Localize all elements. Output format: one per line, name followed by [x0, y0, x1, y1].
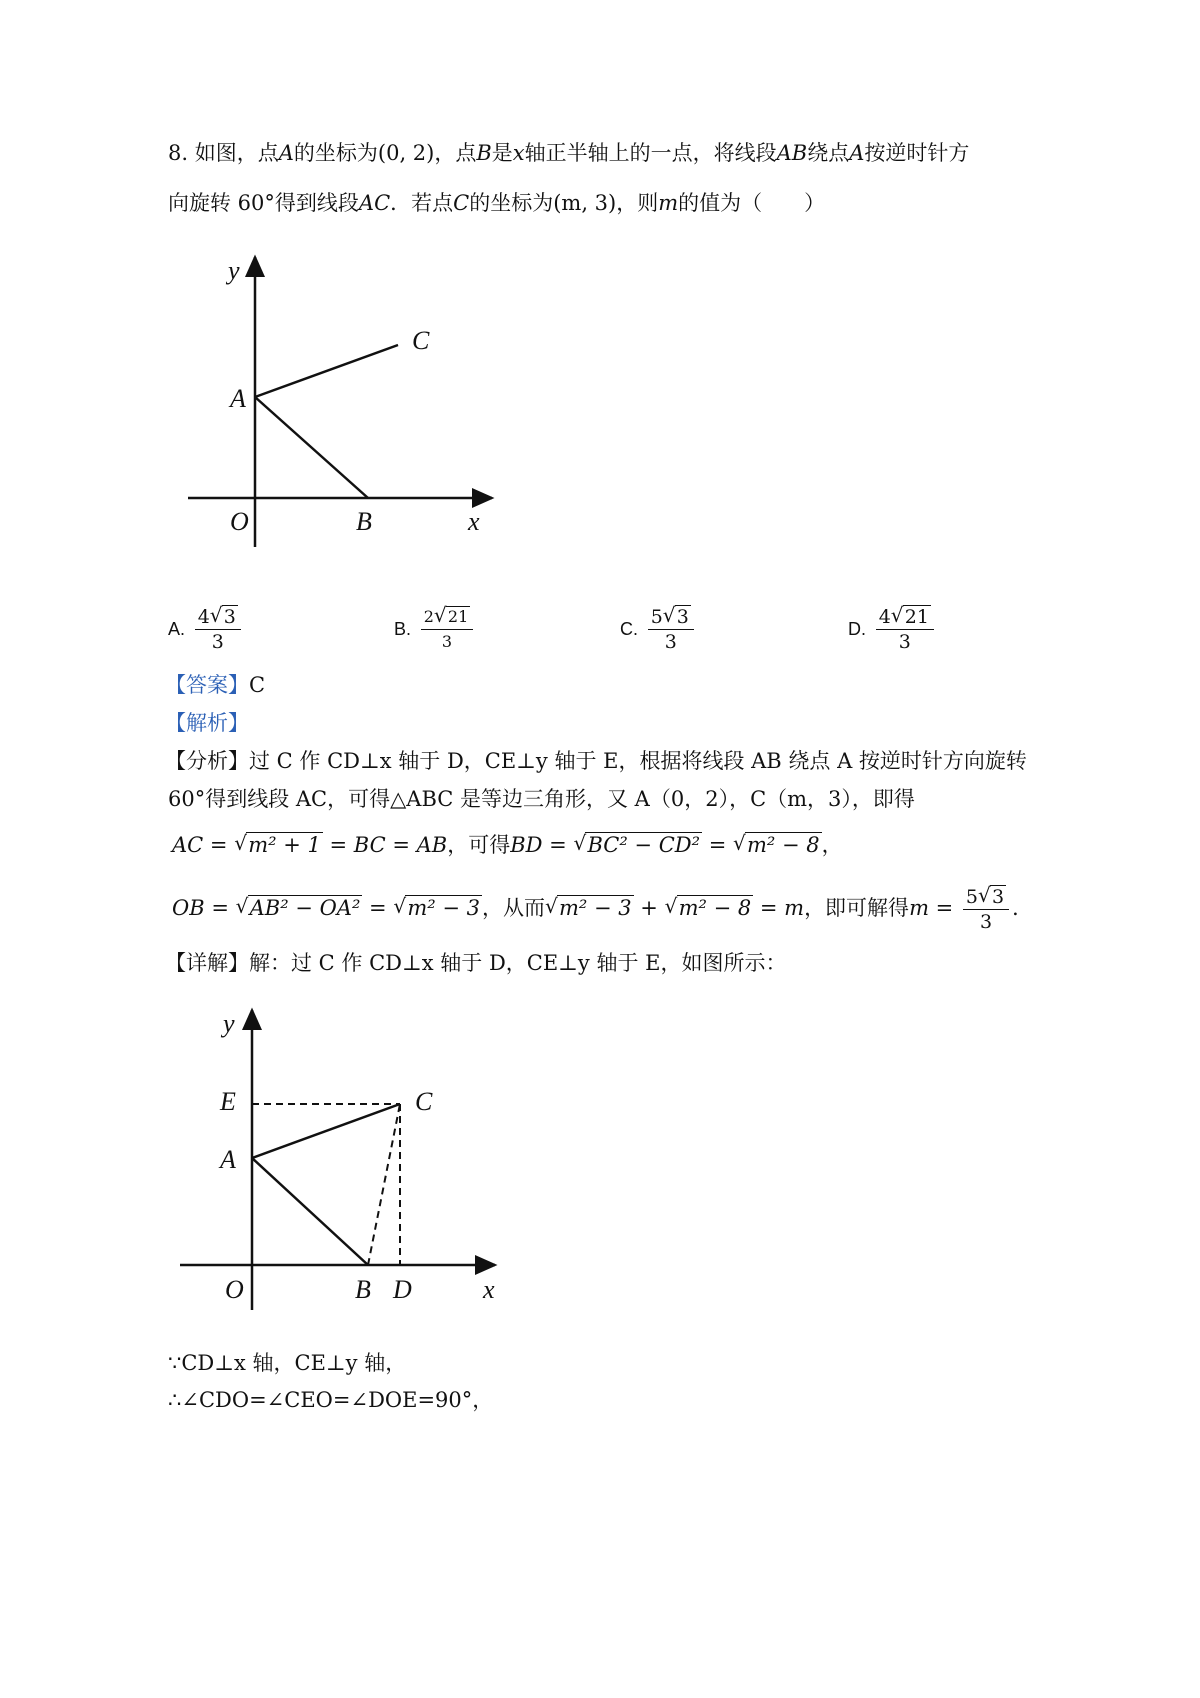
fenxi-line-4: OB = √ AB² − OA² = √ m² − 3，从而√ m² − 3 + √ m² − 8 = m，即可解得m = $\frac{5√ 3}{3}$ ． — [172, 885, 1033, 934]
option-b[interactable]: B. $\frac{2√ 21}{3}$ — [394, 605, 476, 654]
option-c[interactable]: C. $\frac{5√ 3}{3}$ — [620, 605, 697, 654]
question-line-2: 向旋转 60°得到线段AC．若点C的坐标为(m, 3)，则m的值为（ ） — [168, 191, 826, 215]
option-d[interactable]: D. $\frac{4√ 21}{3}$ — [848, 605, 937, 654]
step-2: ∴∠CDO=∠CEO=∠DOE=90°， — [168, 1388, 494, 1412]
segment-ac-2 — [252, 1104, 400, 1158]
xiangjie-tag: 【详解】 — [165, 951, 249, 975]
label-a: A — [230, 384, 246, 413]
label-x-2: x — [483, 1275, 495, 1304]
label-o: O — [230, 507, 249, 536]
xiangjie-line: 【详解】解：过 C 作 CD⊥x 轴于 D，CE⊥y 轴于 E，如图所示： — [165, 951, 787, 975]
answer-tag: 【答案】 — [165, 673, 249, 697]
figure-1 — [180, 245, 510, 555]
label-c-2: C — [415, 1087, 433, 1116]
label-d-2: D — [393, 1275, 412, 1304]
segment-ab-2 — [252, 1158, 368, 1265]
coord-a: (0, 2) — [377, 141, 435, 165]
answer-value: C — [249, 673, 266, 697]
analysis-tag: 【解析】 — [165, 711, 249, 735]
segment-bc-dashed — [368, 1104, 400, 1265]
label-y: y — [228, 256, 240, 285]
label-o-2: O — [225, 1275, 244, 1304]
segment-ac — [255, 345, 398, 397]
fenxi-line-2: 60°得到线段 AC，可得△ABC 是等边三角形，又 A（0，2），C（m，3），即得 — [168, 787, 915, 811]
fenxi-line-3: AC = √ m² + 1 = BC = AB，可得BD = √ BC² − CD² = √ m² − 8， — [172, 830, 843, 860]
label-y-2: y — [223, 1009, 235, 1038]
label-e-2: E — [220, 1087, 236, 1116]
coord-c: (m, 3) — [553, 191, 617, 215]
step-1: ∵CD⊥x 轴，CE⊥y 轴， — [168, 1351, 407, 1375]
label-b-2: B — [355, 1275, 371, 1304]
fenxi-line-1: 【分析】过 C 作 CD⊥x 轴于 D，CE⊥y 轴于 E，根据将线段 AB 绕点 A 按逆时针方向旋转 — [165, 749, 1027, 773]
fenxi-tag: 【分析】 — [165, 749, 249, 773]
label-c: C — [412, 326, 430, 355]
analysis-line — [165, 708, 249, 738]
segment-ab — [255, 397, 368, 498]
question-line-1: 8. 如图，点A的坐标为(0, 2)，点B是x轴正半轴上的一点，将线段AB绕点A按逆时针方 — [168, 141, 970, 165]
option-a[interactable]: A. $\frac{4√ 3}{3}$ — [168, 605, 244, 654]
figure-2 — [175, 1000, 515, 1320]
label-x: x — [468, 507, 480, 536]
label-b: B — [356, 507, 372, 536]
answer-line — [165, 670, 265, 700]
label-a-2: A — [220, 1145, 236, 1174]
